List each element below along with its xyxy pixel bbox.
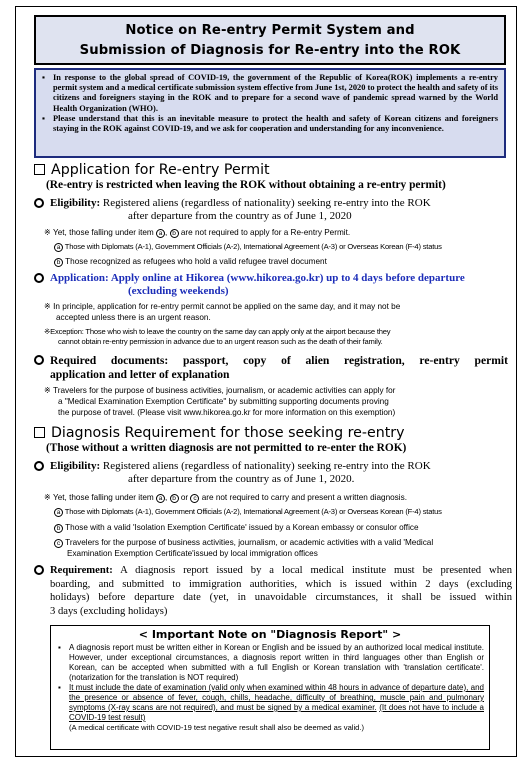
exempt-item-a: a Those with Diplomats (A-1), Government Officials (A-2), International Agreement (A-3) or Overseas Korean (F-4) status (34, 507, 514, 517)
section-subtitle: (Re-entry is restricted when leaving the ROK without obtaining a re-entry permit) (46, 179, 446, 191)
item-a-marker: a (156, 229, 165, 238)
important-note-box (50, 625, 490, 750)
application-text-cont: (excluding weekends) (128, 285, 229, 297)
required-documents-row: Required documents: passport, copy of alien registration, re-entry permit application and letter of explanation (34, 354, 514, 382)
circle-bullet-icon (34, 355, 44, 365)
important-note-title: < Important Note on "Diagnosis Report" > (138, 628, 402, 641)
intro-notice-item: ▪ Please understand that this is an inevitable measure to protect the health and safety of Korean citizens and foreigners staying in the ROK against COVID-19, and we ask for cooperation and understanding for any inconvenience. (42, 113, 498, 134)
exempt-item-b: b Those recognized as refugees who hold a valid refugee travel document (34, 256, 514, 267)
page-title-line1: Notice on Re-entry Permit System and (125, 23, 415, 38)
note-row: ※ In principle, application for re-entry permit cannot be applied on the same day, and it may not be accepted unless there is an urgent reason. (44, 302, 401, 322)
note-row: ※ Travelers for the purpose of business activities, journalism, or academic activities can apply for a "Medical Examination Exemption Certificate" by submitting supporting documents proving the purpose of travel. (Please visit www.hikorea.go.kr for more information on this exemption) (44, 386, 396, 417)
section-heading-reentry-permit: Application for Re-entry Permit (34, 162, 270, 178)
note-row: ※Exception: Those who wish to leave the country on the same day can apply only at the airport because they cannot obtain re-entry permission in advance due to an urgent reason such as the death of their family. (44, 327, 391, 346)
notice-page (15, 6, 517, 757)
intro-notice-box (34, 68, 506, 158)
eligibility-text-cont: after departure from the country as of June 1, 2020 (128, 210, 352, 222)
eligibility-row (34, 197, 514, 223)
eligibility-label: Eligibility: (50, 197, 101, 209)
page-title-line2: Submission of Diagnosis for Re-entry into the ROK (79, 43, 461, 58)
note-row: ※ Yet, those falling under item a , b or c are not required to carry and present a written diagnosis. (44, 493, 407, 502)
circle-bullet-icon (34, 198, 44, 208)
eligibility-row: Eligibility: Registered aliens (regardless of nationality) seeking re-entry into the ROK after departure from the country as of June 1, 2020. (34, 460, 514, 486)
title-box (34, 15, 506, 65)
circle-bullet-icon (34, 461, 44, 471)
important-note-item: ▪ A diagnosis report must be written either in Korean or English and be issued by an authorized local medical institute. However, under exceptional circumstances, a diagnosis report written in third languages other than English or Korean, can be accepted when submitted with a full English or Korean translation with 'translation certificate'. (notarization for the translation is NOT required) (58, 643, 484, 682)
checkbox-square-icon (34, 427, 45, 438)
circle-bullet-icon (34, 565, 44, 575)
application-row (34, 272, 514, 298)
note-row: ※ Yet, those falling under item a , b are not required to apply for a Re-entry Permit. (44, 228, 351, 237)
bullet-icon: ▪ (42, 113, 45, 123)
eligibility-text: Registered aliens (regardless of nationality) seeking re-entry into the ROK (100, 197, 431, 209)
section-heading-diagnosis: Diagnosis Requirement for those seeking re-entry (34, 425, 405, 441)
circle-bullet-icon (34, 273, 44, 283)
exempt-item-b: b Those with a valid 'Isolation Exemption Certificate' issued by a Korean embassy or consulor office (34, 522, 514, 533)
important-note-footer: (A medical certificate with COVID-19 test negative result shall also be deemed as valid.) (69, 723, 365, 732)
application-text: Application: Apply online at Hikorea (www.hikorea.go.kr) up to 4 days before departure (50, 272, 465, 284)
exempt-item-c: c Travelers for the purpose of business activities, journalism, or academic activities with a valid 'Medical Examination Exemption Certificate'issued by local immigration offices (34, 537, 514, 559)
bullet-icon: ▪ (58, 643, 61, 652)
section-subtitle: (Those without a written diagnosis are not permitted to re-enter the ROK) (46, 442, 407, 454)
exempt-item-a: a Those with Diplomats (A-1), Government Officials (A-2), International Agreement (A-3) or Overseas Korean (F-4) status (34, 242, 514, 252)
intro-notice-item: ▪ In response to the global spread of COVID-19, the government of the Republic of Korea(ROK) implements a re-entry permit system and a medical certificate submission system effective from June 1st, 2020 to protect the health and safety of its citizens and foreigners staying in the ROK and to prepare for a second wave of pandemic spread warned by the World Health Organization (WHO). (42, 73, 498, 113)
item-b-marker: b (170, 229, 179, 238)
bullet-icon: ▪ (58, 683, 61, 692)
important-note-item: ▪ It must include the date of examination (valid only when examined within 48 hours in advance of departure date), and the presence or absence of fever, cough, chills, headache, difficulty of breathing, muscle pain and pulmonary symptoms (X-ray scans are not required), and must be signed by a medical examiner. (It does not have to include a COVID-19 test result) (58, 683, 484, 722)
requirement-row: Requirement: A diagnosis report issued by a local medical institute must be presented when boarding, and submitted to immigration authorities, which is issued within 2 days (excluding holidays) before departure date (yet, in unavoidable circumstances, it shall be issued within 3 days (excluding holidays) (34, 564, 514, 618)
bullet-icon: ▪ (42, 73, 45, 82)
checkbox-square-icon (34, 164, 45, 175)
